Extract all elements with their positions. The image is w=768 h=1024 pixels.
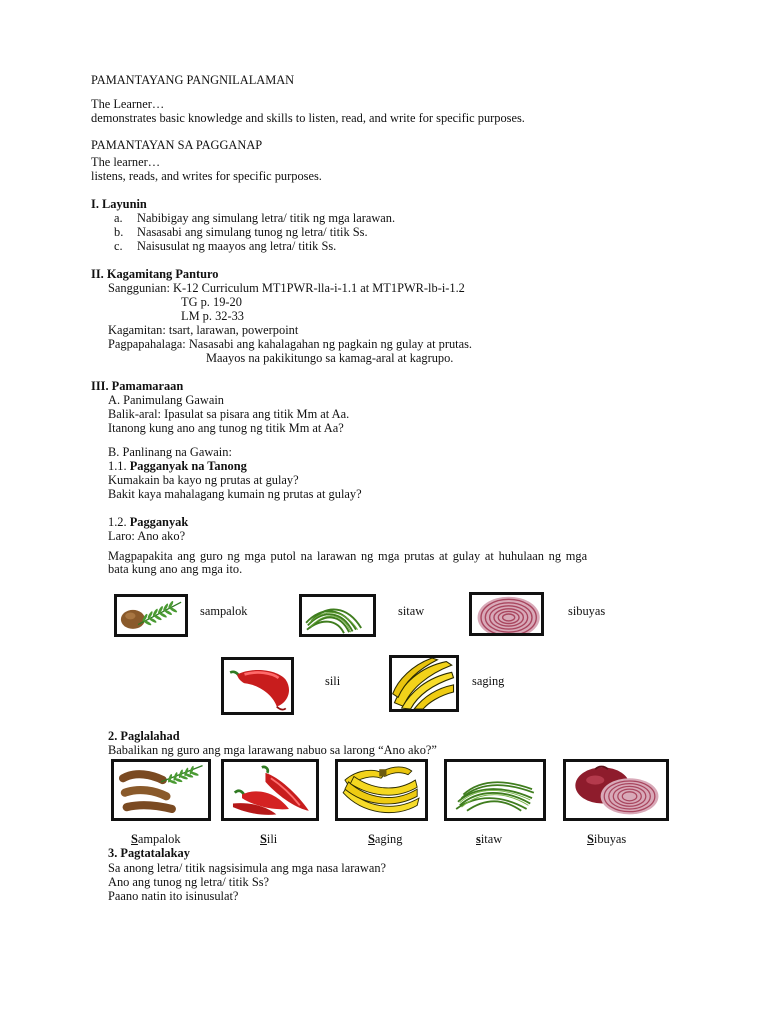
full-chili-image bbox=[221, 759, 319, 821]
partial-label-sili: sili bbox=[325, 674, 341, 688]
partial-label-sitaw: sitaw bbox=[398, 604, 425, 618]
balik-aral-2: Itanong kung ano ang tunog ng titik Mm at Aa? bbox=[108, 421, 344, 435]
paglalahad-heading: 2. Paglalahad bbox=[108, 729, 180, 743]
values-text-1: Pagpapahalaga: Nasasabi ang kahalagahan ng pagkain ng gulay at prutas. bbox=[108, 337, 473, 351]
full-onion-image bbox=[563, 759, 669, 821]
string-beans-icon bbox=[447, 762, 543, 818]
layunin-item-c: Naisusulat ng maayos ang letra/ titik Ss. bbox=[137, 239, 337, 253]
onion-icon bbox=[566, 762, 666, 818]
tg-text: TG p. 19-20 bbox=[181, 295, 242, 309]
content-standard-heading: PAMANTAYANG PANGNILALAMAN bbox=[91, 73, 295, 87]
layunin-marker-c: c. bbox=[114, 239, 123, 253]
content-standard-learner: The Learner… bbox=[91, 97, 165, 111]
partial-onion-image bbox=[469, 592, 544, 636]
layunin-item-b: Nasasabi ang simulang tunog ng letra/ titik Ss. bbox=[137, 225, 368, 239]
lm-text: LM p. 32-33 bbox=[181, 309, 244, 323]
partial-tamarind-image bbox=[114, 594, 188, 637]
partial-string-beans-image bbox=[299, 594, 376, 637]
panimulang-gawain: A. Panimulang Gawain bbox=[108, 393, 224, 407]
layunin-marker-a: a. bbox=[114, 211, 123, 225]
full-banana-image bbox=[335, 759, 428, 821]
pagganyak-tanong-line bbox=[108, 459, 247, 473]
question-1: Kumakain ba kayo ng prutas at gulay? bbox=[108, 473, 299, 487]
chili-icon bbox=[224, 660, 291, 712]
layunin-heading: I. Layunin bbox=[91, 197, 147, 211]
chili-icon bbox=[224, 762, 316, 818]
label-saging: Saging bbox=[368, 832, 403, 846]
tamarind-icon bbox=[114, 762, 208, 818]
pagtatalakay-question-1: Sa anong letra/ titik nagsisimula ang mga nasa larawan? bbox=[108, 861, 387, 875]
pagtatalakay-heading: 3. Pagtatalakay bbox=[108, 846, 190, 860]
values-text-2: Maayos na pakikitungo sa kamag-aral at kagrupo. bbox=[206, 351, 454, 365]
partial-label-sampalok: sampalok bbox=[200, 604, 248, 618]
materials-text: Kagamitan: tsart, larawan, powerpoint bbox=[108, 323, 299, 337]
partial-label-sibuyas: sibuyas bbox=[568, 604, 606, 618]
full-tamarind-image bbox=[111, 759, 211, 821]
banana-icon bbox=[392, 658, 456, 709]
pagtatalakay-question-3: Paano natin ito isinusulat? bbox=[108, 889, 239, 903]
panlinang-heading: B. Panlinang na Gawain: bbox=[108, 445, 232, 459]
string-beans-icon bbox=[302, 597, 373, 634]
partial-chili-image bbox=[221, 657, 294, 715]
sanggunian-text: Sanggunian: K-12 Curriculum MT1PWR-lla-i-1.1 at MT1PWR-lb-i-1.2 bbox=[108, 281, 465, 295]
pagtatalakay-question-2: Ano ang tunog ng letra/ titik Ss? bbox=[108, 875, 270, 889]
content-standard-text: demonstrates basic knowledge and skills to listen, read, and write for specific purposes. bbox=[91, 111, 525, 125]
question-2: Bakit kaya mahalagang kumain ng prutas at gulay? bbox=[108, 487, 362, 501]
pagganyak-desc-1: Magpapakita ang guro ng mga putol na larawan ng mga prutas at gulay at huhulaan ng mga bbox=[108, 549, 588, 563]
pagganyak-title: Pagganyak bbox=[129, 515, 189, 529]
pagganyak-num: 1.2. bbox=[108, 515, 127, 529]
performance-standard-heading: PAMANTAYAN SA PAGGANAP bbox=[91, 138, 263, 152]
label-sibuyas: Sibuyas bbox=[587, 832, 627, 846]
balik-aral-1: Balik-aral: Ipasulat sa pisara ang titik Mm at Aa. bbox=[108, 407, 350, 421]
paglalahad-text: Babalikan ng guro ang mga larawang nabuo sa larong “Ano ako?” bbox=[108, 743, 437, 757]
pagganyak-tanong-num: 1.1. bbox=[108, 459, 127, 473]
layunin-item-a: Nabibigay ang simulang letra/ titik ng mga larawan. bbox=[137, 211, 396, 225]
banana-icon bbox=[338, 762, 425, 818]
kagamitan-heading: II. Kagamitang Panturo bbox=[91, 267, 219, 281]
performance-standard-text: listens, reads, and writes for specific purposes. bbox=[91, 169, 322, 183]
partial-label-saging: saging bbox=[472, 674, 505, 688]
pagganyak-desc-2: bata kung ano ang mga ito. bbox=[108, 562, 243, 576]
pamamaraan-heading: III. Pamamaraan bbox=[91, 379, 184, 393]
onion-icon bbox=[472, 595, 541, 633]
label-sampalok: Sampalok bbox=[131, 832, 181, 846]
tamarind-icon bbox=[117, 597, 185, 634]
full-string-beans-image bbox=[444, 759, 546, 821]
laro-text: Laro: Ano ako? bbox=[108, 529, 186, 543]
performance-standard-learner: The learner… bbox=[91, 155, 161, 169]
pagganyak-tanong-title: Pagganyak na Tanong bbox=[129, 459, 247, 473]
pagganyak-line bbox=[108, 515, 188, 529]
layunin-marker-b: b. bbox=[114, 225, 124, 239]
label-sitaw: sitaw bbox=[476, 832, 503, 846]
partial-banana-image bbox=[389, 655, 459, 712]
label-sili: Sili bbox=[260, 832, 278, 846]
